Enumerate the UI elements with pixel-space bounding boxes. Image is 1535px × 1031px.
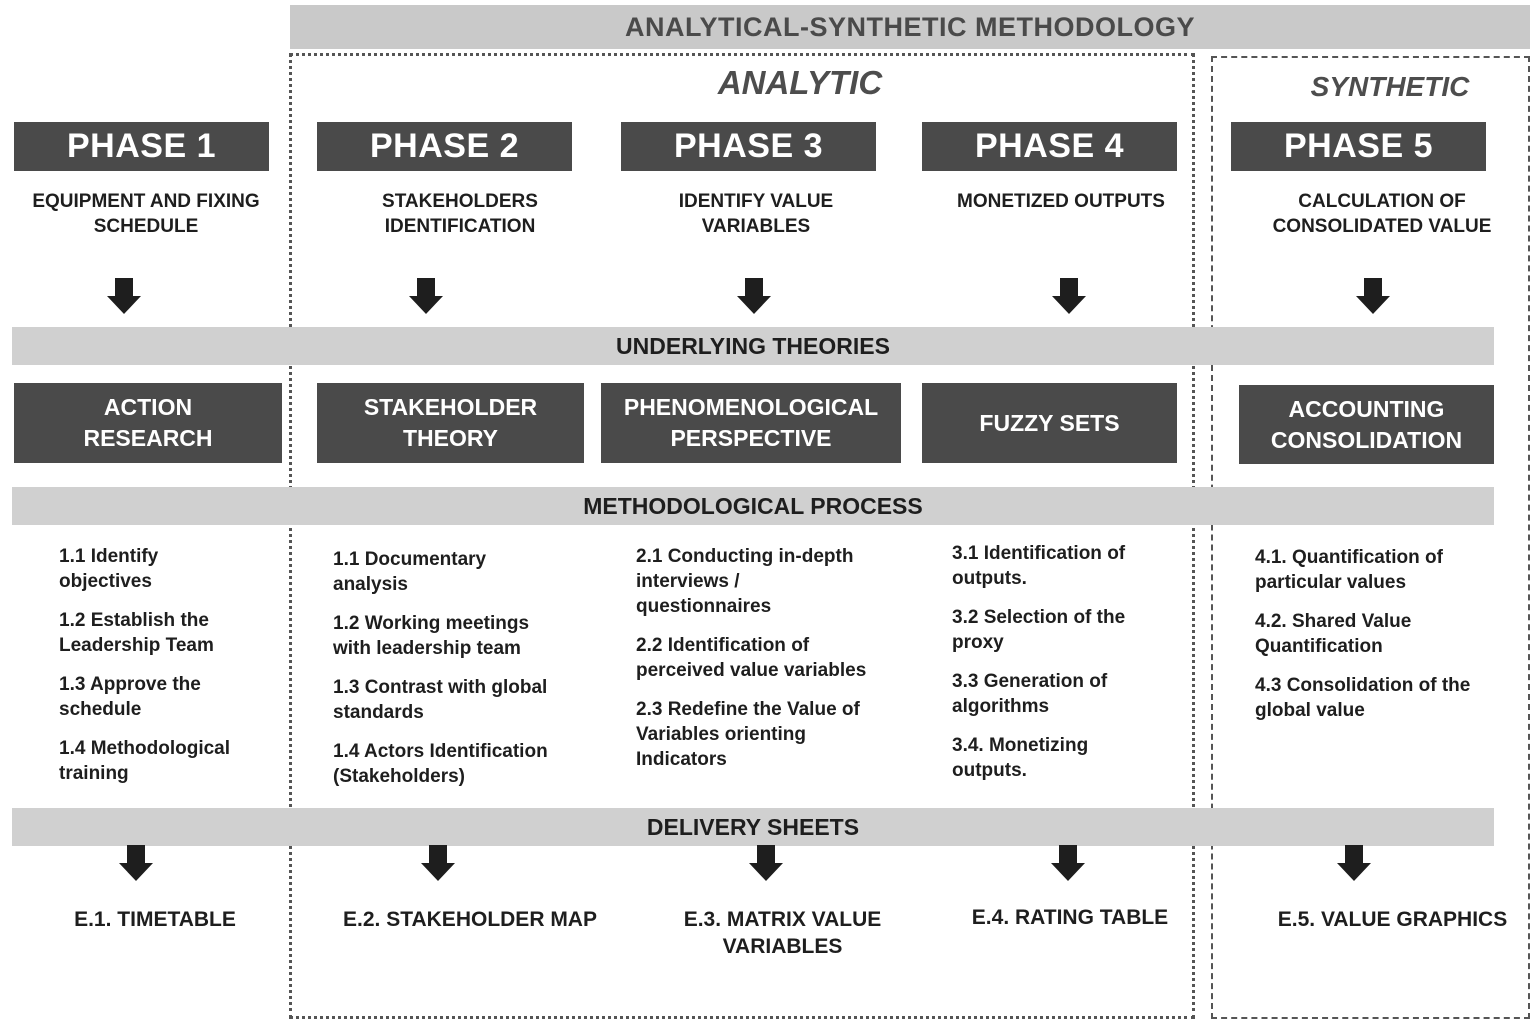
deliverable-e3: E.3. MATRIX VALUE VARIABLES [683, 908, 882, 958]
list-item: 2.1 Conducting in-depth interviews / questionnaires [636, 546, 854, 617]
phase-5-header: PHASE 5 [1231, 122, 1486, 171]
deliverable-e4: E.4. RATING TABLE [971, 906, 1169, 929]
list-item: 4.1. Quantification of particular values [1255, 547, 1443, 593]
list-item: 1.3 Approve the schedule [59, 674, 201, 720]
down-arrow-icon [746, 843, 786, 883]
underlying-theories-band: UNDERLYING THEORIES [12, 327, 1494, 365]
phase-2-steps [333, 547, 603, 803]
methodological-process-band: METHODOLOGICAL PROCESS [12, 487, 1494, 525]
down-arrow-icon [406, 276, 446, 316]
down-arrow-icon [1353, 276, 1393, 316]
list-item: 4.2. Shared Value Quantification [1255, 611, 1412, 657]
theory-stakeholder-theory: STAKEHOLDER THEORY [317, 383, 584, 463]
deliverable-e5: E.5. VALUE GRAPHICS [1277, 908, 1508, 931]
theory-action-research: ACTION RESEARCH [14, 383, 282, 463]
list-item: 1.2 Establish the Leadership Team [59, 610, 214, 656]
deliverable-e2: E.2. STAKEHOLDER MAP [343, 908, 597, 931]
phase-4-header: PHASE 4 [922, 122, 1177, 171]
phase-1-steps [59, 544, 284, 800]
phase-4-steps [952, 541, 1182, 797]
list-item: 3.3 Generation of algorithms [952, 671, 1108, 717]
phase-4-subtitle: MONETIZED OUTPUTS [957, 191, 1165, 212]
phase-5-subtitle: CALCULATION OF CONSOLIDATED VALUE [1272, 191, 1492, 237]
phase-1-header: PHASE 1 [14, 122, 269, 171]
list-item: 1.3 Contrast with global standards [333, 677, 548, 723]
down-arrow-icon [1334, 843, 1374, 883]
list-item: 2.3 Redefine the Value of Variables orienting Indicators [636, 699, 860, 770]
list-item: 3.2 Selection of the proxy [952, 607, 1126, 653]
list-item: 1.4 Methodological training [59, 738, 231, 784]
delivery-sheets-band: DELIVERY SHEETS [12, 808, 1494, 846]
down-arrow-icon [734, 276, 774, 316]
synthetic-section-label: SYNTHETIC [1310, 71, 1470, 102]
phase-3-subtitle: IDENTIFY VALUE VARIABLES [678, 191, 834, 237]
list-item: 1.1 Identify objectives [59, 546, 159, 592]
down-arrow-icon [104, 276, 144, 316]
list-item: 4.3 Consolidation of the global value [1255, 675, 1471, 721]
deliverable-e1: E.1. TIMETABLE [74, 908, 236, 931]
phase-2-header: PHASE 2 [317, 122, 572, 171]
phase-3-header: PHASE 3 [621, 122, 876, 171]
list-item: 3.1 Identification of outputs. [952, 543, 1126, 589]
theory-fuzzy-sets: FUZZY SETS [922, 383, 1177, 463]
phase-5-steps [1255, 545, 1523, 737]
list-item: 1.1 Documentary analysis [333, 549, 487, 595]
list-item: 1.2 Working meetings with leadership team [333, 613, 530, 659]
down-arrow-icon [1049, 276, 1089, 316]
methodology-title: ANALYTICAL-SYNTHETIC METHODOLOGY [290, 5, 1530, 49]
down-arrow-icon [1048, 843, 1088, 883]
down-arrow-icon [418, 843, 458, 883]
phase-2-subtitle: STAKEHOLDERS IDENTIFICATION [382, 191, 538, 237]
theory-accounting-consolidation: ACCOUNTING CONSOLIDATION [1239, 385, 1494, 464]
down-arrow-icon [116, 843, 156, 883]
theory-phenomenological-perspective: PHENOMENOLOGICAL PERSPECTIVE [601, 383, 901, 463]
list-item: 1.4 Actors Identification (Stakeholders) [333, 741, 548, 787]
phase-3-steps [636, 544, 926, 786]
analytic-section-label: ANALYTIC [717, 64, 883, 101]
list-item: 3.4. Monetizing outputs. [952, 735, 1089, 781]
list-item: 2.2 Identification of perceived value variables [636, 635, 867, 681]
phase-1-subtitle: EQUIPMENT AND FIXING SCHEDULE [32, 191, 260, 237]
